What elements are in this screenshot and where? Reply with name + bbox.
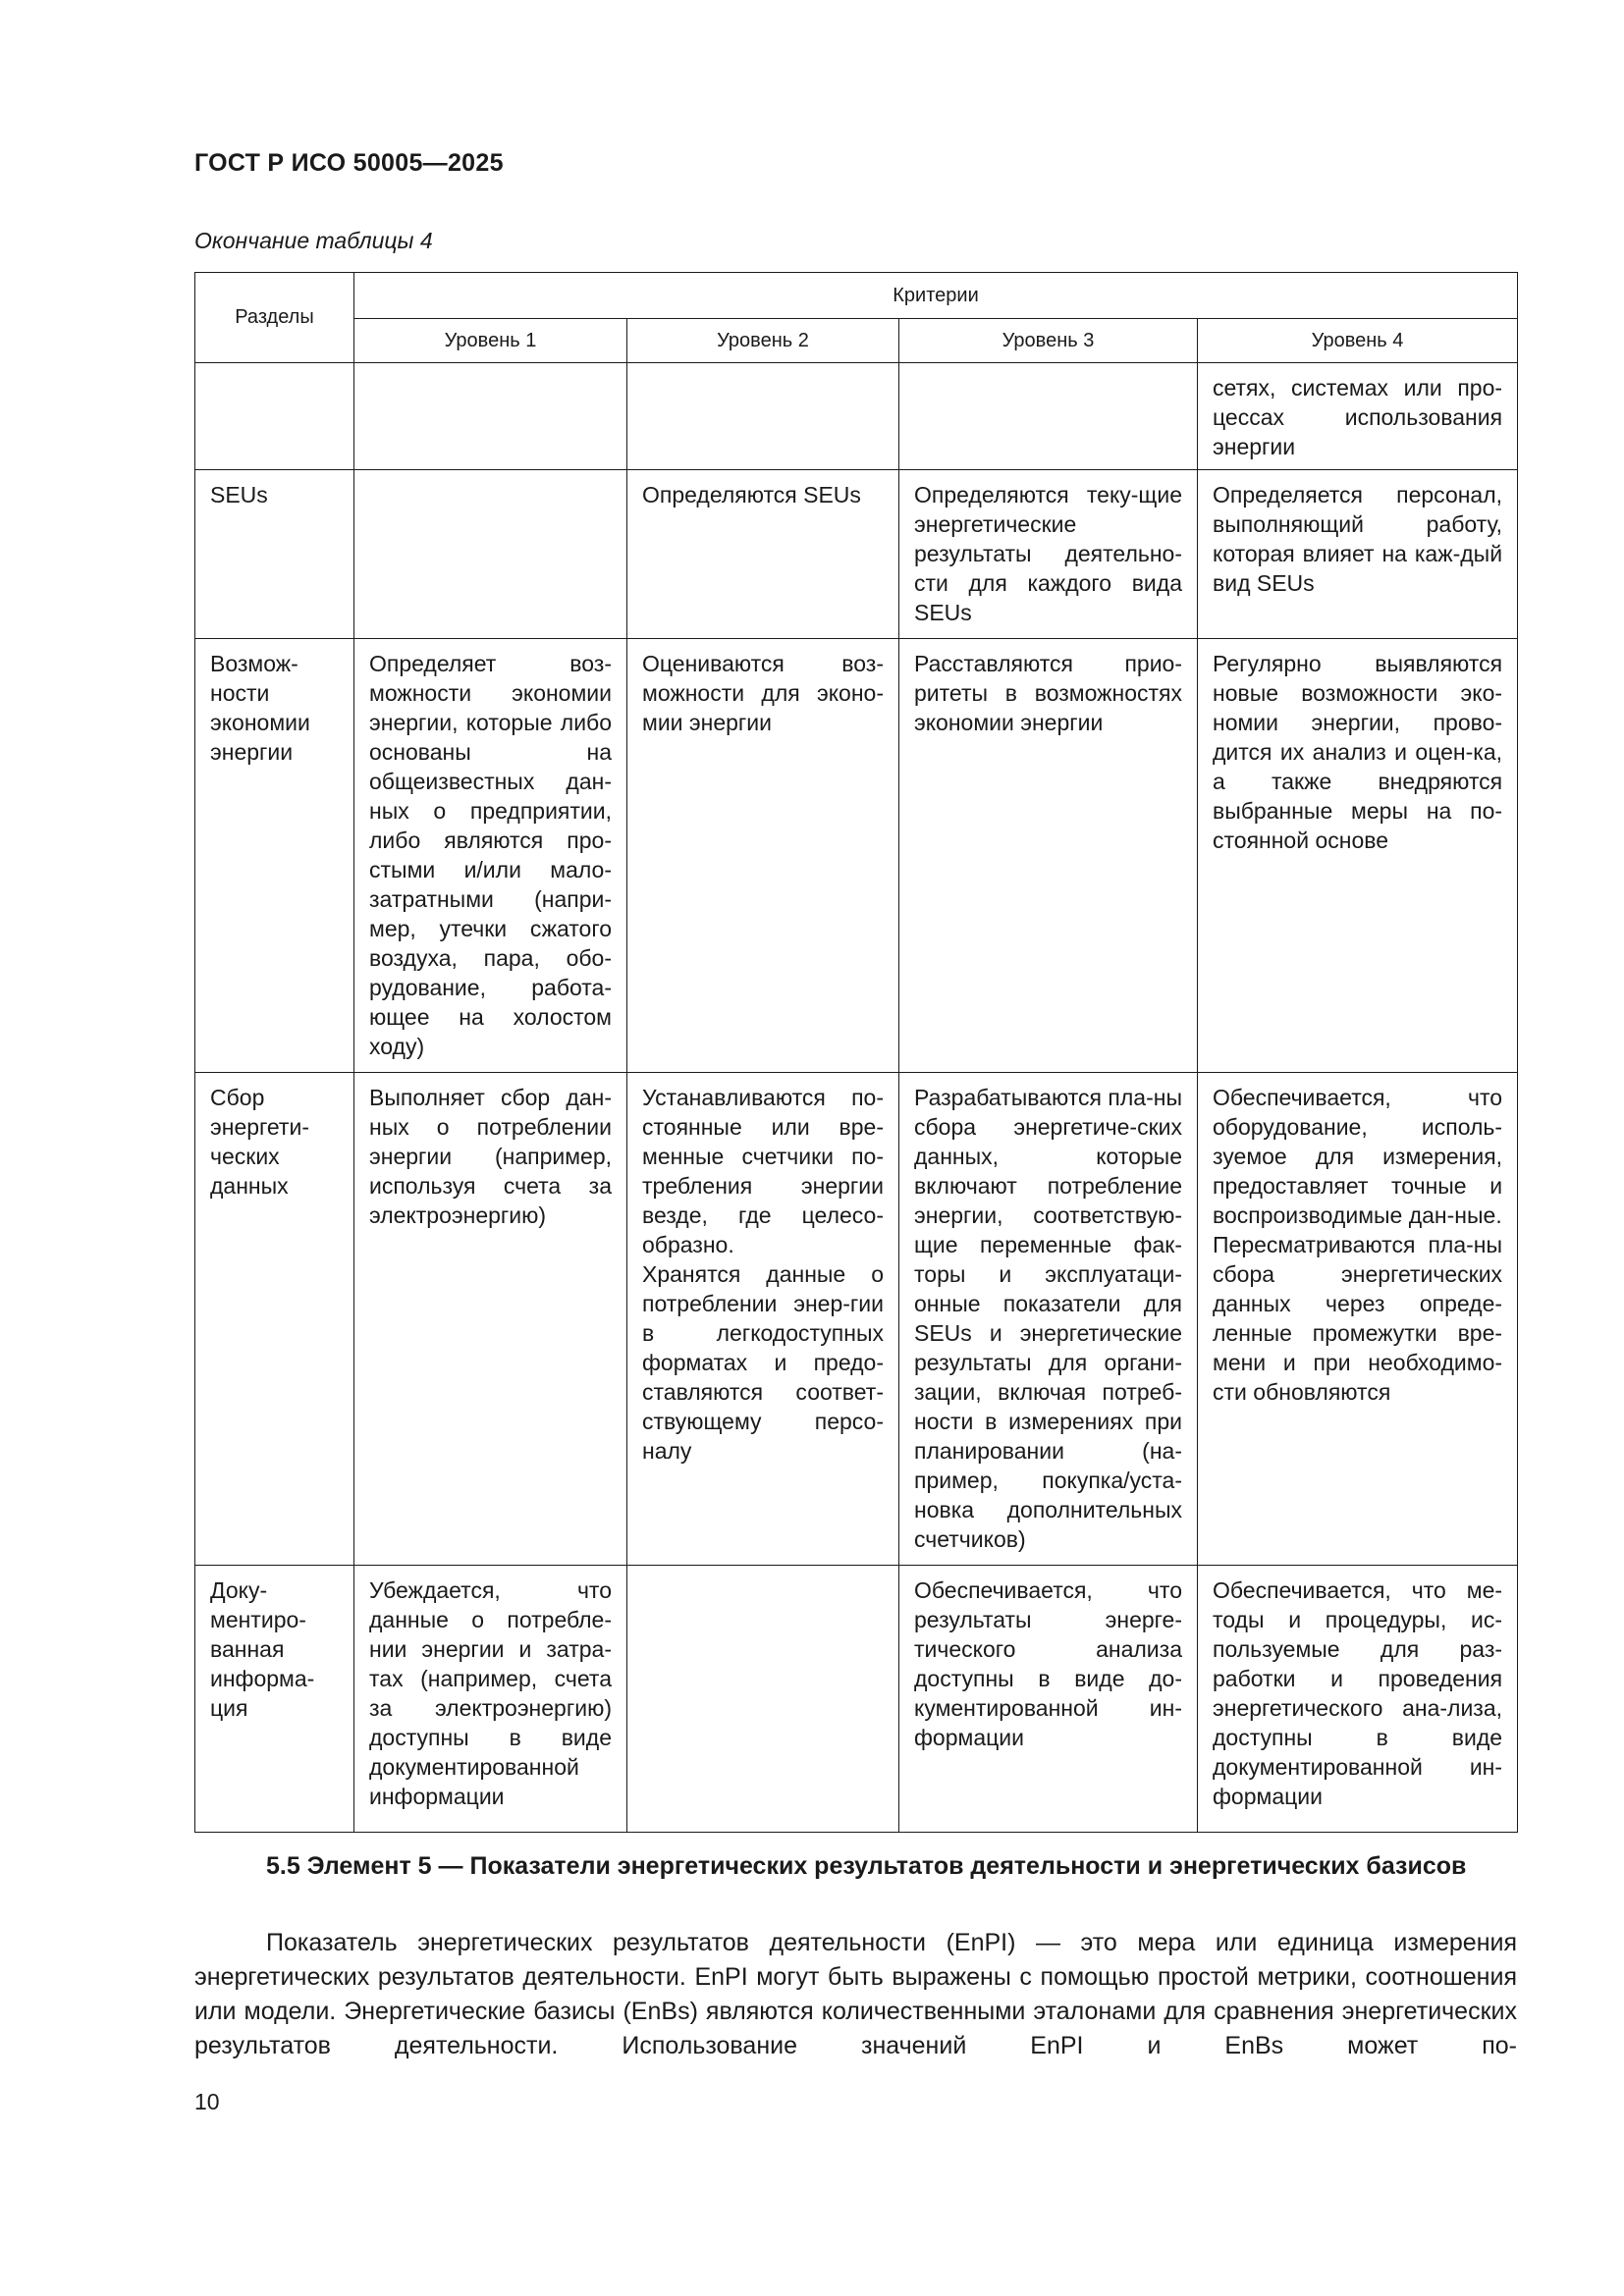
- level-4-cell: Регулярно выявляются новые возможности эко-номии энергии, прово-дится их анализ и оцен-ка, а также внедряются выбранные меры на по-стоянной основе: [1198, 639, 1518, 1073]
- level-4-cell: сетях, системах или про-цессах использования энергии: [1198, 363, 1518, 470]
- section-cell: Сбор энергети-ческих данных: [195, 1073, 354, 1566]
- criteria-header: Критерии: [354, 273, 1518, 319]
- level-3-header: Уровень 3: [899, 319, 1198, 363]
- level-2-text: Устанавливаются по-стоянные или вре-менные счетчики по-требления энергии везде, где целесо-образно.: [642, 1085, 884, 1257]
- criteria-table: [194, 272, 1518, 1833]
- table-row: [195, 639, 1518, 1073]
- level-1-header: Уровень 1: [354, 319, 627, 363]
- level-4-text-extra: Пересматриваются пла-ны сбора энергетических данных через опреде-ленные промежутки вре-мени и при необходимо-сти обновляются: [1213, 1232, 1503, 1405]
- table-row: [195, 363, 1518, 470]
- table-row: [195, 470, 1518, 639]
- level-4-header: Уровень 4: [1198, 319, 1518, 363]
- level-3-cell: Определяются теку-щие энергетические результаты деятельно-сти для каждого вида SEUs: [899, 470, 1198, 639]
- level-2-cell: [627, 1566, 899, 1833]
- section-cell: Возмож-ности экономии энергии: [195, 639, 354, 1073]
- table-row: [195, 1073, 1518, 1566]
- level-2-header: Уровень 2: [627, 319, 899, 363]
- section-heading: 5.5 Элемент 5 — Показатели энергетических результатов деятельности и энергетических базисов: [266, 1852, 1467, 1880]
- level-1-cell: [354, 363, 627, 470]
- level-2-cell: [627, 363, 899, 470]
- level-3-cell: [899, 363, 1198, 470]
- level-1-cell: Определяет воз-можности экономии энергии, которые либо основаны на общеизвестных дан-ных о предприятии, либо являются про-стыми и/или мало-затратными (напри-мер, утечки сжатого воздуха, пара, обо-рудование, работа-ющее на холостом ходу): [354, 639, 627, 1073]
- level-1-cell: [354, 470, 627, 639]
- level-2-text-extra: Хранятся данные о потреблении энер-гии в легкодоступных форматах и предо-ставляются соответ-ствующему персо-налу: [642, 1261, 884, 1464]
- section-cell: SEUs: [195, 470, 354, 639]
- level-2-cell: Определяются SEUs: [627, 470, 899, 639]
- level-4-cell: Обеспечивается, что ме-тоды и процедуры, ис-пользуемые для раз-работки и проведения энергетического ана-лиза, доступны в виде документированной ин-формации: [1198, 1566, 1518, 1833]
- level-3-cell: Расставляются прио-ритеты в возможностях экономии энергии: [899, 639, 1198, 1073]
- table-caption: Окончание таблицы 4: [194, 228, 433, 253]
- level-4-text: Обеспечивается, что оборудование, исполь-зуемое для измерения, предоставляет точные и воспроизводимые дан-ные.: [1213, 1085, 1503, 1228]
- section-cell: Доку-ментиро-ванная информа-ция: [195, 1566, 354, 1833]
- level-4-cell: Определяется персонал, выполняющий работу, которая влияет на каж-дый вид SEUs: [1198, 470, 1518, 639]
- level-1-cell: Убеждается, что данные о потребле-нии энергии и затра-тах (например, счета за электроэнергию) доступны в виде документированной информации: [354, 1566, 627, 1833]
- level-2-cell: Оцениваются воз-можности для эконо-мии энергии: [627, 639, 899, 1073]
- level-4-cell: [1198, 1073, 1518, 1566]
- level-3-cell: Обеспечивается, что результаты энерге-тического анализа доступны в виде до-кументированной ин-формации: [899, 1566, 1198, 1833]
- level-1-cell: Выполняет сбор дан-ных о потреблении энергии (например, используя счета за электроэнергию): [354, 1073, 627, 1566]
- section-cell: [195, 363, 354, 470]
- body-paragraph: Показатель энергетических результатов деятельности (EnPI) — это мера или единица измерения энергетических результатов деятельности. EnPI могут быть выражены с помощью простой метрики, соотношения или модели. Энергетические базисы (EnBs) являются количественными эталонами для сравнения энергетических результатов деятельности. Использование значений EnPI и EnBs может по-: [194, 1929, 1517, 2059]
- document-code: ГОСТ Р ИСО 50005—2025: [194, 149, 504, 177]
- level-3-cell: Разрабатываются пла-ны сбора энергетиче-ских данных, которые включают потребление энергии, соответствую-щие переменные фак-торы и эксплуатаци-онные показатели для SEUs и энергетические результаты для органи-зации, включая потреб-ности в измерениях при планировании (на-пример, покупка/уста-новка дополнительных счетчиков): [899, 1073, 1198, 1566]
- sections-header: Разделы: [195, 273, 354, 363]
- page-number: 10: [194, 2089, 220, 2114]
- table-row: [195, 1566, 1518, 1833]
- level-2-cell: [627, 1073, 899, 1566]
